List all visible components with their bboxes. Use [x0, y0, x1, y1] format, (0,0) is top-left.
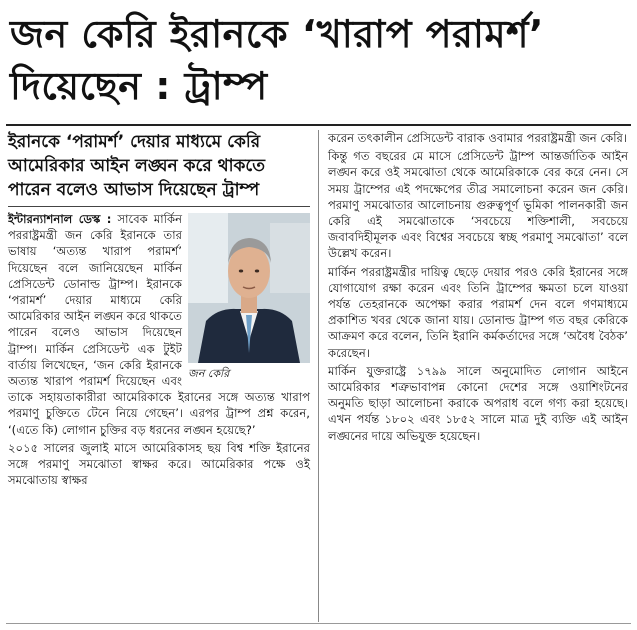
- portrait-illustration: [188, 213, 310, 363]
- right-column: [328, 130, 628, 446]
- john-kerry-photo: [188, 213, 310, 363]
- paragraph: মার্কিন পররাষ্ট্রমন্ত্রীর দায়িত্ব ছেড়ে দেয়ার পরও কেরি ইরানের সঙ্গে যোগাযোগ রক্ষা করেন এবং তিনি ট্রাম্পের ক্ষমতা চলে যাওয়া পর্যন্ত তেহরানকে অপেক্ষা করার পরামর্শ দেন বলে গণমাধ্যমে প্রকাশিত খবর থেকে জানা যায়। ডোনাল্ড ট্রাম্প গত বছর কেরিকে আক্রমণ করে বলেন, তিনি ইরানি কর্মকর্তাদের সঙ্গে ‘অবৈধ বৈঠক’ করেছেন।: [328, 264, 628, 360]
- right-body: [328, 130, 628, 444]
- headline: জন কেরি ইরানকে ‘খারাপ পরামর্শ’ দিয়েছেন : ট্রাম্প: [10, 12, 544, 108]
- paragraph: ২০১৫ সালের জুলাই মাসে আমেরিকাসহ ছয় বিশ্ব শক্তি ইরানের সঙ্গে পরমাণু সমঝোতা স্বাক্ষর করে। আমেরিকার পক্ষে ওই সমঝোতায় স্বাক্ষর: [8, 440, 310, 488]
- bottom-rule: [6, 623, 631, 624]
- headline-rule: [6, 124, 631, 126]
- photo-caption: জন কেরি: [188, 367, 230, 380]
- left-column: [8, 130, 310, 490]
- paragraph: মার্কিন যুক্তরাষ্ট্রে ১৭৯৯ সালে অনুমোদিত লোগান আইনে আমেরিকার শত্রুভাবাপন্ন কোনো দেশের সঙ্গে ওয়াশিংটনের অনুমতি ছাড়া আলোচনা করাকে অপরাধ বলে গণ্য করা হয়েছে। এখন পর্যন্ত ১৮০২ এবং ১৮৫২ সালে মাত্র দুই ব্যক্তি এই আইন লঙ্ঘনের দায়ে অভিযুক্ত হয়েছেন।: [328, 363, 628, 443]
- dateline: ইন্টারন্যাশনাল ডেস্ক :: [8, 212, 112, 226]
- paragraph-text: সাবেক মার্কিন পররাষ্ট্রমন্ত্রী জন কেরি ইরানকে তার ভাষায় ‘অত্যন্ত খারাপ পরামর্শ’ দিয়েছেন বলে জানিয়েছেন মার্কিন প্রেসিডেন্ট ডোনাল্ড ট্রাম্প। ইরানকে ‘পরামর্শ’ দেয়ার মাধ্যমে কেরি আমেরিকার আইন লঙ্ঘন করে থাকতে পারেন বলেও আভাস দিয়েছেন ট্রাম্প। মার্কিন প্রেসিডেন্ট এক টুইট বার্তায় লিখেছেন, ‘জন কেরি ইরানকে অত্যন্ত খারাপ পরামর্শ দিয়েছেন এবং তাকে সহায়তাকারীরা আমেরিকাকে ইরানের সঙ্গে অত্যন্ত খারাপ পরমাণু চুক্তিতে টেনে নিয়ে গেছেন’। এরপর ট্রাম্প প্রশ্ন করেন, ‘(এতে কি) লোগান চুক্তির বড় ধরনের লঙ্ঘন হয়েছে?’: [8, 212, 310, 437]
- photo-block: [188, 213, 310, 382]
- column-divider: [318, 130, 319, 622]
- left-body: [8, 211, 310, 488]
- subheadline: ইরানকে ‘পরামর্শ’ দেয়ার মাধ্যমে কেরি আমেরিকার আইন লঙ্ঘন করে থাকতে পারেন বলেও আভাস দিয়েছেন ট্রাম্প: [8, 130, 310, 207]
- paragraph: করেন তৎকালীন প্রেসিডেন্ট বারাক ওবামার পররাষ্ট্রমন্ত্রী জন কেরি।: [328, 131, 628, 145]
- paragraph: কিন্তু গত বছরের মে মাসে প্রেসিডেন্ট ট্রাম্প আন্তর্জাতিক আইন লঙ্ঘন করে ওই সমঝোতা থেকে আমেরিকাকে বের করে নেন। সে সময় ট্রাম্পের এই পদক্ষেপের তীব্র সমালোচনা করেন জন কেরি। পরমাণু সমঝোতার আলোচনায় গুরুত্বপূর্ণ ভূমিকা পালনকারী জন কেরি এই সমঝোতাকে ‘সবচেয়ে শক্তিশালী, সবচেয়ে জবাবদিহীমূলক এবং বিশ্বের সবচেয়ে স্বচ্ছ পরমাণু সমঝোতা’ বলে উল্লেখ করেন।: [328, 149, 628, 261]
